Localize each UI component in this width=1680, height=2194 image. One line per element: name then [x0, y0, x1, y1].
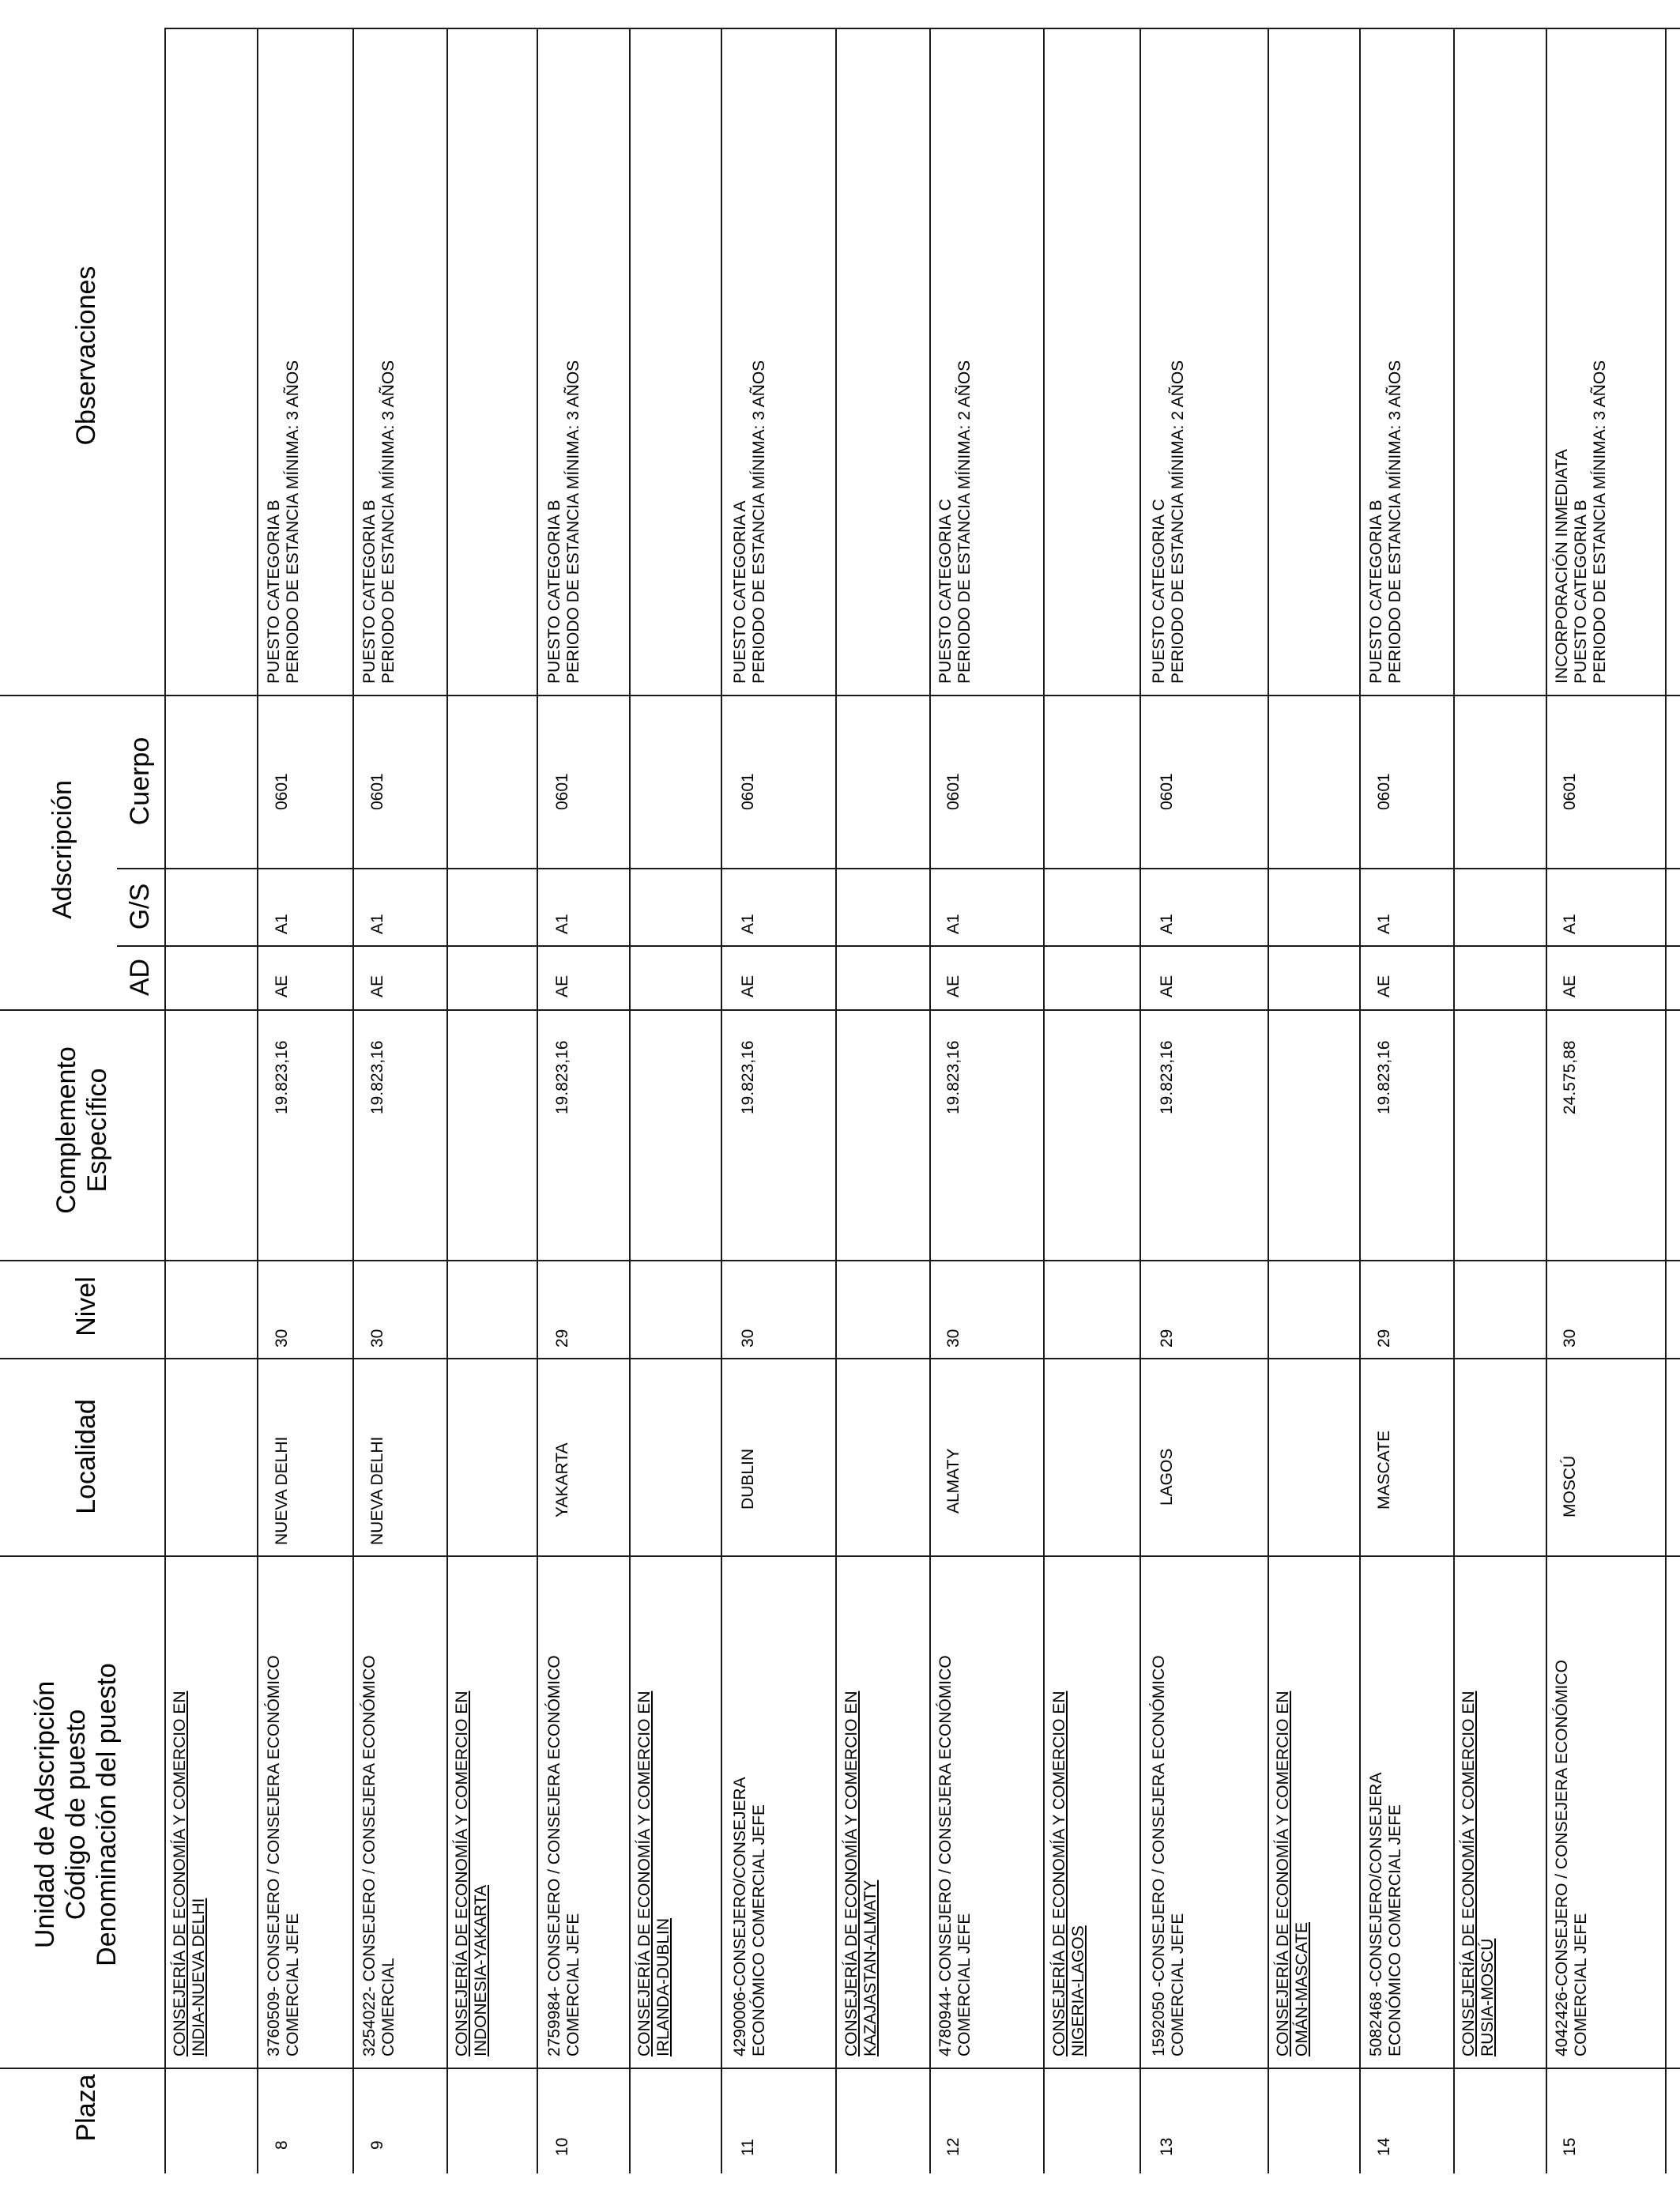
nivel: 30: [1561, 1329, 1579, 1348]
ad: AE: [368, 974, 386, 997]
localidad: NUEVA DELHI: [368, 1436, 386, 1545]
row-border: [629, 28, 631, 2173]
row-border: [1359, 28, 1361, 2173]
nivel: 30: [739, 1329, 757, 1348]
row-border: [1268, 28, 1269, 2173]
row-border: [1453, 28, 1455, 2173]
header-ad: AD: [125, 958, 155, 997]
unit-row: CONSEJERÍA DE ECONOMÍA Y COMERCIO EN IRLANDA-DUBLIN: [635, 1691, 673, 2056]
gs: A1: [1158, 914, 1176, 934]
cuerpo: 0601: [1561, 773, 1579, 810]
observaciones: PUESTO CATEGORIA B PERIODO DE ESTANCIA MÍNIMA: 3 AÑOS: [265, 360, 303, 684]
post-denomination: 3254022- CONSEJERO / CONSEJERA ECONÓMICO COMERCIAL: [360, 1655, 398, 2056]
header-unidad-line2: Código de puesto: [61, 1709, 92, 1921]
plaza-number: 14: [1375, 2137, 1393, 2156]
cuerpo: 0601: [368, 773, 386, 810]
observaciones: PUESTO CATEGORIA C PERIODO DE ESTANCIA MÍNIMA: 2 AÑOS: [1150, 360, 1188, 684]
header-unidad-line1: Unidad de Adscripción: [30, 1680, 60, 1949]
plaza-number: 9: [368, 2140, 386, 2150]
plaza-number: 11: [739, 2139, 757, 2156]
row-border: [835, 28, 837, 2173]
row-border: [1665, 28, 1667, 2173]
complemento-especifico: 19.823,16: [1375, 1040, 1393, 1114]
observaciones: INCORPORACIÓN INMEDIATA PUESTO CATEGORIA B PERIODO DE ESTANCIA MÍNIMA: 3 AÑOS: [1553, 360, 1610, 684]
header-observaciones: Observaciones: [71, 266, 101, 446]
ad: AE: [273, 974, 291, 997]
complemento-especifico: 19.823,16: [273, 1040, 291, 1114]
localidad: NUEVA DELHI: [273, 1436, 291, 1545]
col-border: [0, 1358, 1680, 1359]
cuerpo: 0601: [1375, 773, 1393, 810]
row-border: [929, 28, 931, 2173]
ad: AE: [1561, 974, 1579, 997]
post-denomination: 5082468 -CONSEJERO/CONSEJERA ECONÓMICO COMERCIAL JEFE: [1367, 1772, 1405, 2056]
post-denomination: 4290006-CONSEJERO/CONSEJERA ECONÓMICO COMERCIAL JEFE: [731, 1777, 769, 2056]
header-cuerpo: Cuerpo: [125, 737, 155, 826]
cuerpo: 0601: [944, 773, 962, 810]
adscripcion-subheader-border: [117, 1009, 1680, 1011]
unit-row: CONSEJERÍA DE ECONOMÍA Y COMERCIO EN INDIA-NUEVA DELHI: [171, 1691, 209, 2056]
col-border: [117, 945, 1680, 947]
col-border: [0, 1260, 1680, 1261]
post-denomination: 4042426-CONSEJERO / CONSEJERA ECONÓMICO COMERCIAL JEFE: [1553, 1660, 1591, 2056]
localidad: DUBLIN: [739, 1448, 757, 1510]
localidad: YAKARTA: [553, 1442, 571, 1517]
gs: A1: [273, 914, 291, 934]
ad: AE: [553, 974, 571, 997]
header-nivel: Nivel: [71, 1276, 101, 1336]
ad: AE: [944, 974, 962, 997]
ad: AE: [739, 974, 757, 997]
plaza-number: 12: [944, 2137, 962, 2156]
complemento-especifico: 19.823,16: [368, 1040, 386, 1114]
row-border: [1546, 28, 1547, 2173]
nivel: 30: [368, 1329, 386, 1348]
gs: A1: [368, 914, 386, 934]
header-plaza: Plaza: [71, 2074, 101, 2142]
observaciones: PUESTO CATEGORIA A PERIODO DE ESTANCIA MÍNIMA: 3 AÑOS: [731, 360, 769, 684]
nivel: 29: [1158, 1329, 1176, 1348]
observaciones: PUESTO CATEGORIA B PERIODO DE ESTANCIA MÍNIMA: 3 AÑOS: [360, 360, 398, 684]
cuerpo: 0601: [739, 773, 757, 810]
row-border: [446, 28, 448, 2173]
unit-row: CONSEJERÍA DE ECONOMÍA Y COMERCIO EN KAZAJASTAN-ALMATY: [842, 1691, 880, 2056]
col-border: [117, 695, 1680, 696]
header-unidad-line3: Denominación del puesto: [92, 1663, 122, 1966]
row-border: [352, 28, 354, 2173]
plaza-number: 10: [553, 2137, 571, 2156]
plaza-number: 13: [1158, 2137, 1176, 2156]
unit-row: CONSEJERÍA DE ECONOMÍA Y COMERCIO EN RUSIA-MOSCÚ: [1460, 1691, 1497, 2056]
nivel: 30: [273, 1329, 291, 1348]
gs: A1: [739, 914, 757, 934]
observaciones: PUESTO CATEGORIA B PERIODO DE ESTANCIA MÍNIMA: 3 AÑOS: [1367, 360, 1405, 684]
nivel: 29: [553, 1329, 571, 1348]
cuerpo: 0601: [553, 773, 571, 810]
nivel: 30: [944, 1329, 962, 1348]
complemento-especifico: 24.575,88: [1561, 1040, 1579, 1114]
localidad: MOSCÚ: [1561, 1455, 1579, 1517]
localidad: ALMATY: [944, 1448, 962, 1514]
header-complemento-line2: Específico: [82, 1068, 113, 1193]
cuerpo: 0601: [273, 773, 291, 810]
unit-row: CONSEJERÍA DE ECONOMÍA Y COMERCIO EN OMÁN-MASCATE: [1274, 1691, 1312, 2056]
row-border: [257, 28, 258, 2173]
gs: A1: [1561, 914, 1579, 934]
cuerpo: 0601: [1158, 773, 1176, 810]
observaciones: PUESTO CATEGORIA B PERIODO DE ESTANCIA MÍNIMA: 3 AÑOS: [545, 360, 583, 684]
header-gs: G/S: [125, 883, 155, 930]
col-border: [0, 2068, 1680, 2069]
ad: AE: [1375, 974, 1393, 997]
gs: A1: [1375, 914, 1393, 934]
complemento-especifico: 19.823,16: [944, 1040, 962, 1114]
plaza-number: 15: [1561, 2137, 1579, 2156]
row-border: [721, 28, 722, 2173]
localidad: LAGOS: [1158, 1448, 1176, 1506]
nivel: 29: [1375, 1329, 1393, 1348]
complemento-especifico: 19.823,16: [553, 1040, 571, 1114]
header-adscripcion: Adscripción: [47, 780, 77, 919]
unit-row: CONSEJERÍA DE ECONOMÍA Y COMERCIO EN INDONESIA-YAKARTA: [453, 1691, 491, 2056]
plaza-number: 8: [273, 2140, 291, 2150]
header-bottom-border: [164, 28, 166, 2173]
header-complemento-line1: Complemento: [51, 1046, 81, 1214]
gs: A1: [553, 914, 571, 934]
col-border: [117, 868, 1680, 869]
header-localidad: Localidad: [71, 1399, 101, 1514]
row-border: [1043, 28, 1045, 2173]
complemento-especifico: 19.823,16: [1158, 1040, 1176, 1114]
localidad: MASCATE: [1375, 1431, 1393, 1510]
post-denomination: 2759984- CONSEJERO / CONSEJERA ECONÓMICO COMERCIAL JEFE: [545, 1655, 583, 2056]
ad: AE: [1158, 974, 1176, 997]
post-denomination: 1592050 -CONSEJERO / CONSEJERA ECONÓMICO COMERCIAL JEFE: [1150, 1655, 1188, 2056]
row-border: [1139, 28, 1141, 2173]
post-denomination: 4780944- CONSEJERO / CONSEJERA ECONÓMICO COMERCIAL JEFE: [936, 1655, 974, 2056]
complemento-especifico: 19.823,16: [739, 1040, 757, 1114]
observaciones: PUESTO CATEGORIA C PERIODO DE ESTANCIA MÍNIMA: 2 AÑOS: [936, 360, 974, 684]
header-complemento-especifico: [51, 1012, 113, 1249]
post-denomination: 3760509- CONSEJERO / CONSEJERA ECONÓMICO COMERCIAL JEFE: [265, 1655, 303, 2056]
gs: A1: [944, 914, 962, 934]
row-border: [537, 28, 538, 2173]
header-unidad-adscripcion: [30, 1578, 122, 2052]
col-border: [0, 1555, 1680, 1557]
unit-row: CONSEJERÍA DE ECONOMÍA Y COMERCIO EN NIGERIA-LAGOS: [1050, 1691, 1088, 2056]
